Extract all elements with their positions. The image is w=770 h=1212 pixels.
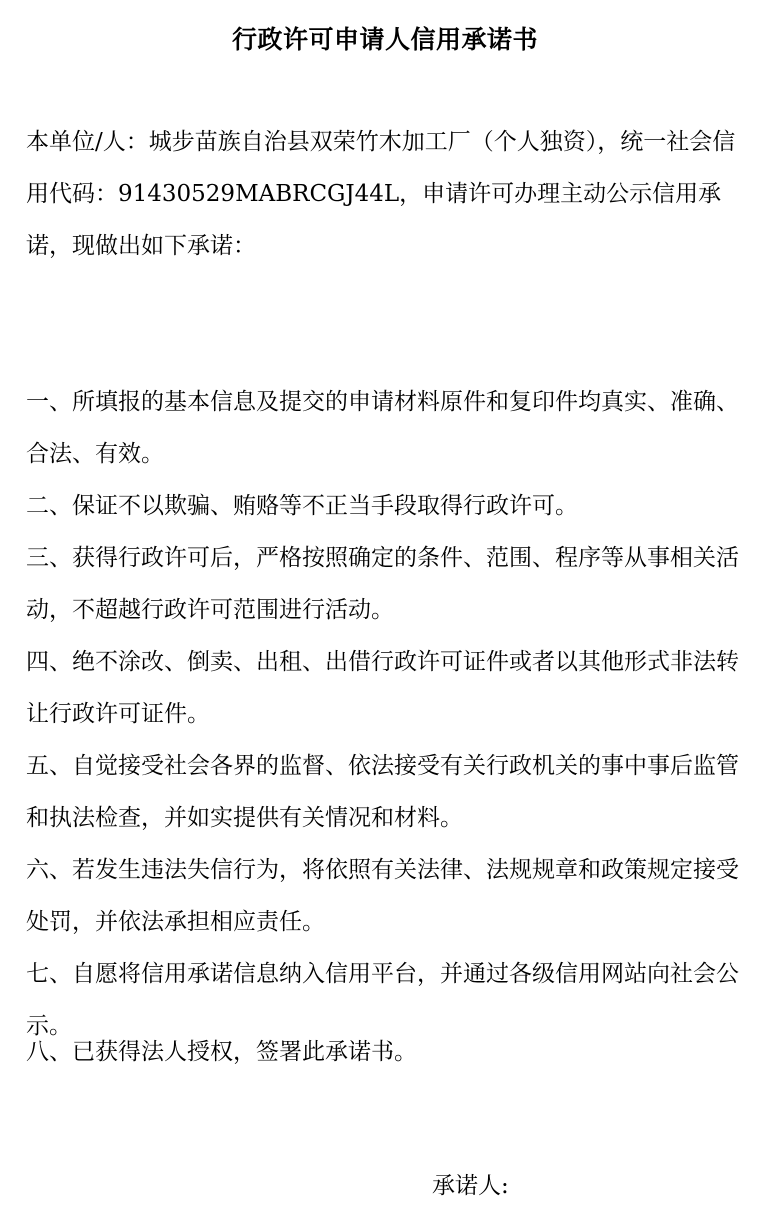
commitment-item-4: 四、绝不涂改、倒卖、出租、出借行政许可证件或者以其他形式非法转让行政许可证件。: [26, 649, 739, 727]
commitment-item-7: 七、自愿将信用承诺信息纳入信用平台，并通过各级信用网站向社会公示。: [26, 961, 739, 1039]
commitment-item-3: 三、获得行政许可后，严格按照确定的条件、范围、程序等从事相关活动，不超越行政许可范围进行活动。: [26, 545, 739, 623]
commitment-item-8: 八、已获得法人授权，签署此承诺书。: [26, 1039, 417, 1065]
document-title: 行政许可申请人信用承诺书: [231, 25, 538, 54]
commitment-item-1: 一、所填报的基本信息及提交的申请材料原件和复印件均真实、准确、合法、有效。: [26, 389, 739, 467]
commitment-item-6: 六、若发生违法失信行为，将依照有关法律、法规规章和政策规定接受处罚，并依法承担相应责任。: [26, 857, 739, 935]
intro-paragraph: 本单位/人：城步苗族自治县双荣竹木加工厂（个人独资），统一社会信用代码：91430529MABRCGJ44L，申请许可办理主动公示信用承诺，现做出如下承诺：: [26, 129, 736, 259]
commitment-item-5: 五、自觉接受社会各界的监督、依法接受有关行政机关的事中事后监管和执法检查，并如实提供有关情况和材料。: [26, 753, 739, 831]
commitment-item-2: 二、保证不以欺骗、贿赂等不正当手段取得行政许可。: [26, 493, 578, 519]
signer-label: 承诺人:: [432, 1173, 509, 1199]
